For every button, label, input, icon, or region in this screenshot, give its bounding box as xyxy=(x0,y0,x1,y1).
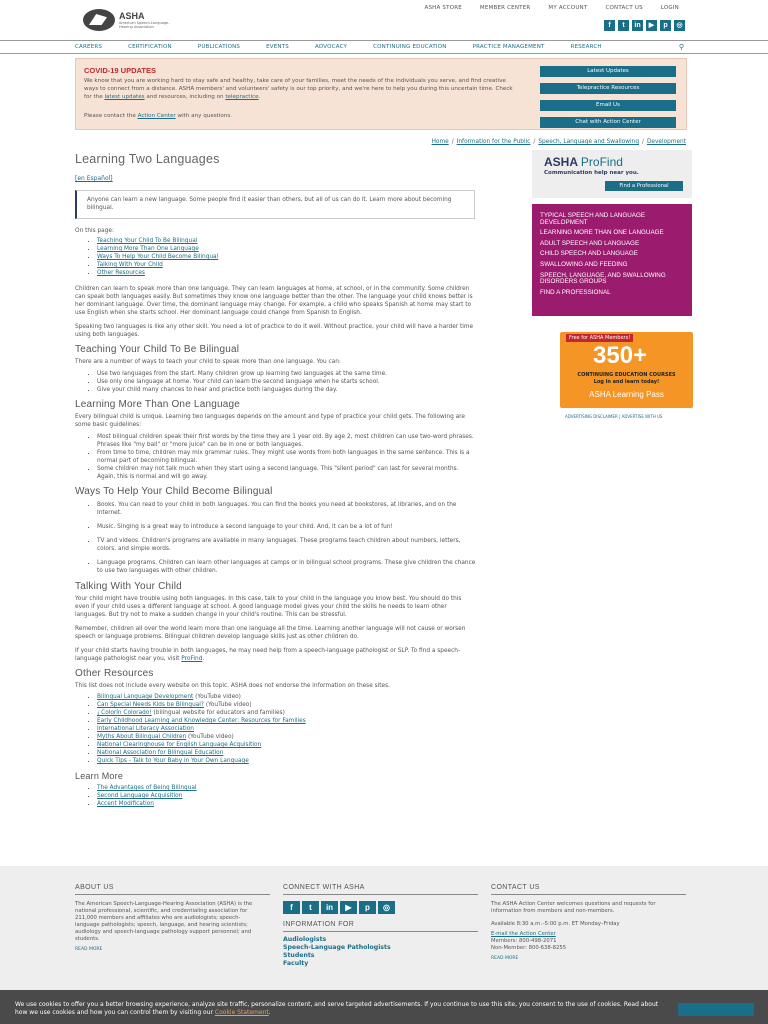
cookie-text: We use cookies to offer you a better browsing experience, analyze site traffic, personalize content, and serve targeted advertisements. If you continue to use this site, you consent to the use of cookies. Read about how we use cookies and how you can control them by visiting our Cookie Statement. xyxy=(15,1001,659,1016)
profind-logo: ASHA ProFind xyxy=(544,155,623,169)
resource-link[interactable]: Myths About Bilingual Children xyxy=(97,734,187,740)
footer-contact-text: The ASHA Action Center welcomes questions and requests for information from members and non-members. xyxy=(491,901,656,914)
covid-title: COVID-19 UPDATES xyxy=(84,66,156,75)
util-login[interactable]: LOGIN xyxy=(660,5,679,11)
list-item: ▪ From time to time, children may mix grammar rules. They might use words from both languages in the same sentence. This is a normal part of becoming bilingual. xyxy=(97,449,477,465)
utility-nav xyxy=(416,5,688,11)
nav-events[interactable]: EVENTS xyxy=(266,44,289,50)
info-faculty-link[interactable]: Faculty xyxy=(283,960,309,967)
ad-links[interactable]: ADVERTISING DISCLAIMER | ADVERTISE WITH US xyxy=(565,414,663,419)
list-item: ▪ Use only one language at home. Your child can learn the second language when he starts school. xyxy=(97,378,477,386)
intro-paragraph: Children can learn to speak more than one language. They can learn languages at home, at school, or in the community. Some children can speak both languages easily. But sometimes they know one language better than the other. The language your child knows better is her dominant language. Over time, the dominant language may change. For example, a child who speaks Spanish at home may start to use English when she starts school. Her dominant language could change from Spanish to English. xyxy=(75,286,473,316)
ad-number: 350+ xyxy=(593,342,648,369)
bullet-list xyxy=(97,370,477,394)
resource-link[interactable]: Bilingual Language Development xyxy=(97,694,194,700)
nav-research[interactable]: RESEARCH xyxy=(570,44,602,50)
list-item: ▪ Music. Singing is a great way to introduce a second language to your child. And, it can be a lot of fun! xyxy=(97,523,477,531)
cookie-banner xyxy=(0,990,768,1024)
toc-item[interactable]: Other Resources xyxy=(97,270,145,276)
section-heading: Ways To Help Your Child Become Bilingual xyxy=(75,486,273,497)
list-item: ▪ Give your child many chances to hear and practice both languages during the day. xyxy=(97,386,477,394)
telepractice-resources-button[interactable]: Telepractice Resources xyxy=(540,83,676,94)
section-paragraph: Remember, children all over the world learn more than one language all the time. Learning another language will not cause or worsen speech or language problems. Bilingual children develop language skills just as other children do. xyxy=(75,626,466,640)
header-social xyxy=(604,20,685,31)
on-this-page-label: On this page: xyxy=(75,228,114,234)
resource-link[interactable]: Quick Tips - Talk to Your Baby in Your Own Language xyxy=(97,758,249,764)
topic-link[interactable]: SWALLOWING AND FEEDING xyxy=(540,260,628,268)
members-phone: Members: 800-498-2071 xyxy=(491,938,557,944)
info-slp-link[interactable]: Speech-Language Pathologists xyxy=(283,944,391,951)
info-audiologists-link[interactable]: Audiologists xyxy=(283,936,327,943)
pinterest-icon[interactable]: p xyxy=(660,20,671,31)
footer-about xyxy=(75,884,270,952)
logo-title: ASHA xyxy=(119,10,145,21)
util-contact-us[interactable]: CONTACT US xyxy=(605,5,643,11)
site-footer xyxy=(0,866,768,990)
section-heading: Learn More xyxy=(75,771,124,781)
resource-link[interactable]: International Literacy Association xyxy=(97,726,194,732)
breadcrumb-speech[interactable]: Speech, Language and Swallowing xyxy=(538,139,640,145)
logo-subtitle: American Speech-Language-Hearing Association xyxy=(119,20,170,29)
breadcrumb: Home / Information for the Public / Speech, Language and Swallowing / Development xyxy=(431,139,686,145)
covid-banner xyxy=(75,58,687,130)
cookie-statement-link[interactable]: Cookie Statement xyxy=(214,1009,269,1016)
footer-connect-title: CONNECT WITH ASHA xyxy=(283,884,478,895)
breadcrumb-home[interactable]: Home xyxy=(431,139,449,145)
page-title: Learning Two Languages xyxy=(75,152,220,166)
resource-link[interactable]: National Association for Bilingual Education xyxy=(97,750,224,756)
intro-paragraph: Speaking two languages is like any other skill. You need a lot of practice to do it well. Without practice, your child will have a harder time using both languages. xyxy=(75,324,474,338)
site-header xyxy=(0,0,768,40)
section-paragraph: If your child starts having trouble in both languages, he may need help from a speech-language pathologist or SLP. To find a speech-language pathologist near you, visit ProFind. xyxy=(75,648,461,662)
nav-careers[interactable]: CAREERS xyxy=(75,44,103,50)
toc-item[interactable]: Talking With Your Child xyxy=(97,262,163,268)
section-heading: Learning More Than One Language xyxy=(75,399,241,410)
list-item: ▪ Some children may not talk much when they start using a second language. This "silent period" can last for several months. Again, this is normal and will go away. xyxy=(97,465,477,481)
toc-item[interactable]: Ways To Help Your Child Become Bilingual xyxy=(97,254,219,260)
linkedin-icon[interactable]: in xyxy=(321,901,338,914)
latest-updates-button[interactable]: Latest Updates xyxy=(540,66,676,77)
contact-read-more-link[interactable]: READ MORE xyxy=(491,956,519,961)
toc-list xyxy=(97,237,480,277)
topic-link[interactable]: SPEECH, LANGUAGE, AND SWALLOWING DISORDERS GROUPS xyxy=(540,271,666,286)
toc-item[interactable]: Teaching Your Child To Be Bilingual xyxy=(97,238,198,244)
footer-contact-title: CONTACT US xyxy=(491,884,686,895)
nonmembers-phone: Non-Member: 800-638-8255 xyxy=(491,945,567,951)
asha-logo[interactable] xyxy=(83,9,171,31)
facebook-icon[interactable]: f xyxy=(283,901,300,914)
footer-about-title: ABOUT US xyxy=(75,884,270,895)
summary-box: Anyone can learn a new language. Some people find it easier than others, but all of us can do it. Learn more about becoming bilingual. xyxy=(75,190,475,219)
chat-action-center-button[interactable]: Chat with Action Center xyxy=(540,117,676,128)
list-item: ▪ TV and videos. Children's programs are available in many languages. These programs teach children about numbers, letters, colors, and simple words. xyxy=(97,537,477,553)
info-students-link[interactable]: Students xyxy=(283,952,315,959)
footer-about-text: The American Speech-Language-Hearing Association (ASHA) is the national professional, scientific, and credentialing association for 211,000 members and affiliates who are audiologists; speech-language pathologists; speech, language, and hearing scientists; audiology and speech-language pathology support personnel; and students. xyxy=(75,901,253,942)
section-heading: Talking With Your Child xyxy=(75,581,182,592)
pinterest-icon[interactable]: p xyxy=(359,901,376,914)
about-read-more-link[interactable]: READ MORE xyxy=(75,947,103,952)
instagram-icon[interactable]: ◎ xyxy=(674,20,685,31)
nav-certification[interactable]: CERTIFICATION xyxy=(128,44,172,50)
footer-connect xyxy=(283,884,478,968)
section-heading: Teaching Your Child To Be Bilingual xyxy=(75,344,240,355)
resource-link[interactable]: ¡ Colorín Colorado! xyxy=(97,710,152,716)
profind-tagline: Communication help near you. xyxy=(544,170,639,176)
section-paragraph: There are a number of ways to teach your child to speak more than one language. You can: xyxy=(75,359,341,365)
find-professional-button[interactable]: Find a Professional xyxy=(605,181,683,191)
profind-widget xyxy=(532,150,692,198)
linkedin-icon[interactable]: in xyxy=(632,20,643,31)
topic-link[interactable]: TYPICAL SPEECH AND LANGUAGE DEVELOPMENT xyxy=(540,212,646,226)
bullet-list xyxy=(97,501,477,575)
nav-continuing-education[interactable]: CONTINUING EDUCATION xyxy=(373,44,447,50)
facebook-icon[interactable]: f xyxy=(604,20,615,31)
resource-link[interactable]: Can Special Needs Kids be Bilingual? xyxy=(97,702,204,708)
topic-link[interactable]: ADULT SPEECH AND LANGUAGE xyxy=(540,239,640,247)
telepractice-link[interactable]: telepractice xyxy=(225,94,259,100)
action-center-link[interactable]: Action Center xyxy=(137,113,176,119)
nav-advocacy[interactable]: ADVOCACY xyxy=(315,44,348,50)
nav-practice-management[interactable]: PRACTICE MANAGEMENT xyxy=(472,44,545,50)
topic-link[interactable]: FIND A PROFESSIONAL xyxy=(540,288,611,296)
espanol-link[interactable]: [en Español] xyxy=(75,175,113,182)
section-paragraph: Every bilingual child is unique. Learning two languages depends on the amount and type of practice your child gets. The following are some basic guidelines: xyxy=(75,414,465,428)
nav-publications[interactable]: PUBLICATIONS xyxy=(197,44,241,50)
main-content xyxy=(75,150,480,808)
ad-brand: ASHA Learning Pass xyxy=(589,390,664,399)
util-member-center[interactable]: MEMBER CENTER xyxy=(479,5,531,11)
youtube-icon[interactable]: ▶ xyxy=(646,20,657,31)
util-asha-store[interactable]: ASHA STORE xyxy=(424,5,462,11)
list-item: ▪ Most bilingual children speak their first words by the time they are 1 year old. By age 2, most children can use two-word phrases. Phrases like "my ball" or "more juice" can be in one or both languages. xyxy=(97,433,477,449)
resource-link[interactable]: Early Childhood Learning and Knowledge Center: Resources for Families xyxy=(97,718,306,724)
asha-logo-icon xyxy=(83,9,115,31)
footer-contact xyxy=(491,884,686,961)
main-nav xyxy=(0,40,768,54)
twitter-icon[interactable]: t xyxy=(302,901,319,914)
learning-pass-ad[interactable] xyxy=(560,332,693,408)
footer-hours: Available 8:30 a.m.–5:00 p.m. ET Monday–Friday xyxy=(491,921,620,927)
latest-updates-link[interactable]: latest updates xyxy=(104,94,145,100)
cookie-accept-button[interactable] xyxy=(678,1003,754,1016)
ad-login-text: Log in and learn today! xyxy=(593,379,660,385)
toc-item[interactable]: Learning More Than One Language xyxy=(97,246,199,252)
instagram-icon[interactable]: ◎ xyxy=(378,901,395,914)
footer-info-title: INFORMATION FOR xyxy=(283,921,478,932)
youtube-icon[interactable]: ▶ xyxy=(340,901,357,914)
learn-more-link[interactable]: Second Language Acquisition xyxy=(97,793,183,799)
breadcrumb-development[interactable]: Development xyxy=(646,139,686,145)
ad-free-badge: Free for ASHA Members! xyxy=(566,334,633,342)
section-paragraph: Your child might have trouble using both languages. In this case, talk to your child in the language you know best. You should do this even if your child uses a different language at school. A good language model gives your child the skills he needs to learn other languages. But try not to make a sudden change in your child's routine. This can be stressful. xyxy=(75,596,462,618)
list-item: ▪ Books. You can read to your child in both languages. You can find the books you need at bookstores, at libraries, and on the Internet. xyxy=(97,501,477,517)
learn-more-link[interactable]: Accent Modification xyxy=(97,801,154,807)
section-heading: Other Resources xyxy=(75,668,154,679)
email-us-button[interactable]: Email Us xyxy=(540,100,676,111)
bullet-list xyxy=(97,433,477,481)
twitter-icon[interactable]: t xyxy=(618,20,629,31)
learn-more-link[interactable]: The Advantages of Being Bilingual xyxy=(97,785,197,791)
topics-nav xyxy=(532,204,692,316)
resource-list: ▪ Bilingual Language Development (YouTube video) ▪ Can Special Needs Kids be Bilingual? (YouTube video) ▪ ¡ Colorín Colorado! (bilingual website for educators and families) ▪ Early Childhood Learning and Knowledge Center: Resources for Families ▪ International Literacy Association ▪ Myths About Bilingual Children (YouTube video) ▪ National Clearinghouse for English Language Acquisition ▪ National Association for Bilingual Education ▪ Quick Tips - Talk to Your Baby in Your Own Language xyxy=(97,693,480,765)
search-icon[interactable]: ⚲ xyxy=(678,43,684,51)
resource-link[interactable]: National Clearinghouse for English Language Acquisition xyxy=(97,742,262,748)
email-action-center-link[interactable]: E-mail the Action Center xyxy=(491,931,556,937)
topic-link[interactable]: CHILD SPEECH AND LANGUAGE xyxy=(540,250,638,258)
learn-more-list xyxy=(97,784,480,808)
list-item: ▪ Language programs. Children can learn other languages at camps or in bilingual school programs. These give children the chance to use two languages with other children. xyxy=(97,559,477,575)
section-paragraph: This list does not include every website on this topic. ASHA does not endorse the information on these sites. xyxy=(75,683,390,689)
list-item: ▪ Use two languages from the start. Many children grow up learning two languages at the same time. xyxy=(97,370,477,378)
covid-contact: Please contact the Action Center with any questions. xyxy=(84,113,233,119)
covid-body: We know that you are working hard to stay safe and healthy, take care of your families, meet the needs of the individuals you serve, and find creative ways to connect from a distance. ASHA members' and volunteers' safety is our top priority, and we're here to help you during this uncertain time. Check for the latest updates and resources, including on telepractice. xyxy=(84,78,513,100)
ad-ce-text: CONTINUING EDUCATION COURSES xyxy=(577,372,676,378)
topic-link[interactable]: LEARNING MORE THAN ONE LANGUAGE xyxy=(540,229,664,237)
util-my-account[interactable]: MY ACCOUNT xyxy=(548,5,588,11)
profind-link[interactable]: ProFind xyxy=(181,656,203,662)
breadcrumb-public[interactable]: Information for the Public xyxy=(456,139,531,145)
